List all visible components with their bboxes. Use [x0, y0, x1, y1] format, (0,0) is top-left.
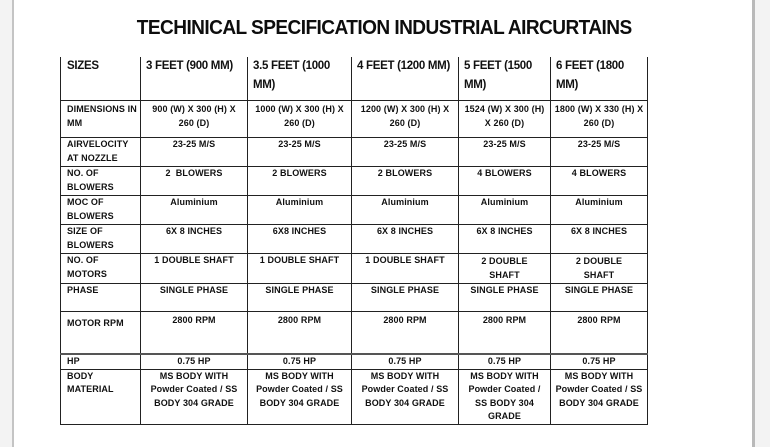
table-cell: SINGLE PHASE: [459, 284, 551, 312]
table-cell: 1 DOUBLE SHAFT: [141, 254, 248, 284]
table-cell: MS BODY WITH Powder Coated / SS BODY 304 GRADE: [459, 369, 551, 424]
table-row-motor-rpm: [61, 312, 648, 355]
table-cell: 2800 RPM: [551, 312, 648, 355]
table-row-dimensions: [61, 101, 648, 138]
table-cell: 2800 RPM: [352, 312, 459, 355]
table-cell: 6X 8 INCHES: [551, 225, 648, 254]
row-label: SIZE OF BLOWERS: [61, 225, 141, 254]
table-cell: MS BODY WITH Powder Coated / SS BODY 304 GRADE: [352, 369, 459, 424]
table-cell: 2800 RPM: [141, 312, 248, 355]
table-cell: SINGLE PHASE: [141, 284, 248, 312]
row-label: MOTOR RPM: [61, 312, 141, 355]
row-label: NO. OF MOTORS: [61, 254, 141, 284]
row-label: DIMENSIONS IN MM: [61, 101, 141, 138]
table-cell: 2 BLOWERS: [141, 167, 248, 196]
table-cell: Aluminium: [352, 196, 459, 225]
table-cell: 1000 (W) X 300 (H) X 260 (D): [248, 101, 352, 138]
header-size-5ft: 5 FEET (1500 MM): [459, 57, 551, 101]
table-cell: 23-25 M/S: [352, 138, 459, 167]
table-row-no-of-blowers: [61, 167, 648, 196]
table-cell: 2 DOUBLE SHAFT: [459, 254, 551, 284]
table-cell: 2800 RPM: [459, 312, 551, 355]
table-cell: Aluminium: [459, 196, 551, 225]
table-row-no-of-motors: [61, 254, 648, 284]
row-label: HP: [61, 354, 141, 369]
table-cell: 23-25 M/S: [459, 138, 551, 167]
table-cell: 6X 8 INCHES: [459, 225, 551, 254]
table-row-hp: [61, 354, 648, 369]
table-cell: SINGLE PHASE: [551, 284, 648, 312]
table-cell: 2800 RPM: [248, 312, 352, 355]
table-cell: 0.75 HP: [248, 354, 352, 369]
table-cell: 1200 (W) X 300 (H) X 260 (D): [352, 101, 459, 138]
header-size-4ft: 4 FEET (1200 MM): [352, 57, 459, 101]
table-cell: 6X8 INCHES: [248, 225, 352, 254]
table-row-size-of-blowers: [61, 225, 648, 254]
table-cell: 2 BLOWERS: [352, 167, 459, 196]
row-label: MOC OF BLOWERS: [61, 196, 141, 225]
table-cell: 900 (W) X 300 (H) X 260 (D): [141, 101, 248, 138]
table-cell: SINGLE PHASE: [248, 284, 352, 312]
table-row-airvelocity: [61, 138, 648, 167]
table-cell: 23-25 M/S: [141, 138, 248, 167]
table-cell: 6X 8 INCHES: [352, 225, 459, 254]
table-cell: 1524 (W) X 300 (H) X 260 (D): [459, 101, 551, 138]
header-size-3-5ft: 3.5 FEET (1000 MM): [248, 57, 352, 101]
table-cell: 23-25 M/S: [248, 138, 352, 167]
table-cell: 0.75 HP: [352, 354, 459, 369]
table-cell: MS BODY WITH Powder Coated / SS BODY 304 GRADE: [141, 369, 248, 424]
table-cell: 0.75 HP: [141, 354, 248, 369]
table-row-moc-of-blowers: [61, 196, 648, 225]
table-cell: 1 DOUBLE SHAFT: [248, 254, 352, 284]
table-cell: 1 DOUBLE SHAFT: [352, 254, 459, 284]
header-size-6ft: 6 FEET (1800 MM): [551, 57, 648, 101]
table-header-row: [61, 57, 648, 101]
table-cell: Aluminium: [551, 196, 648, 225]
specification-table: [60, 57, 648, 425]
table-row-phase: [61, 284, 648, 312]
header-label-sizes: SIZES: [61, 57, 141, 101]
table-cell: 0.75 HP: [459, 354, 551, 369]
document-title: TECHINICAL SPECIFICATION INDUSTRIAL AIRCURTAINS: [136, 16, 632, 39]
table-cell: 2 BLOWERS: [248, 167, 352, 196]
table-cell: Aluminium: [248, 196, 352, 225]
row-label: PHASE: [61, 284, 141, 312]
row-label: BODY MATERIAL: [61, 369, 141, 424]
table-cell: 4 BLOWERS: [551, 167, 648, 196]
table-cell: MS BODY WITH Powder Coated / SS BODY 304 GRADE: [551, 369, 648, 424]
table-cell: 6X 8 INCHES: [141, 225, 248, 254]
table-cell: 0.75 HP: [551, 354, 648, 369]
table-cell: 4 BLOWERS: [459, 167, 551, 196]
table-cell: MS BODY WITH Powder Coated / SS BODY 304 GRADE: [248, 369, 352, 424]
table-cell: Aluminium: [141, 196, 248, 225]
table-cell: SINGLE PHASE: [352, 284, 459, 312]
row-label: AIRVELOCITY AT NOZZLE: [61, 138, 141, 167]
table-row-body-material: [61, 369, 648, 424]
table-cell: 1800 (W) X 330 (H) X 260 (D): [551, 101, 648, 138]
header-size-3ft: 3 FEET (900 MM): [141, 57, 248, 101]
table-cell: 2 DOUBLE SHAFT: [551, 254, 648, 284]
row-label: NO. OF BLOWERS: [61, 167, 141, 196]
table-cell: 23-25 M/S: [551, 138, 648, 167]
